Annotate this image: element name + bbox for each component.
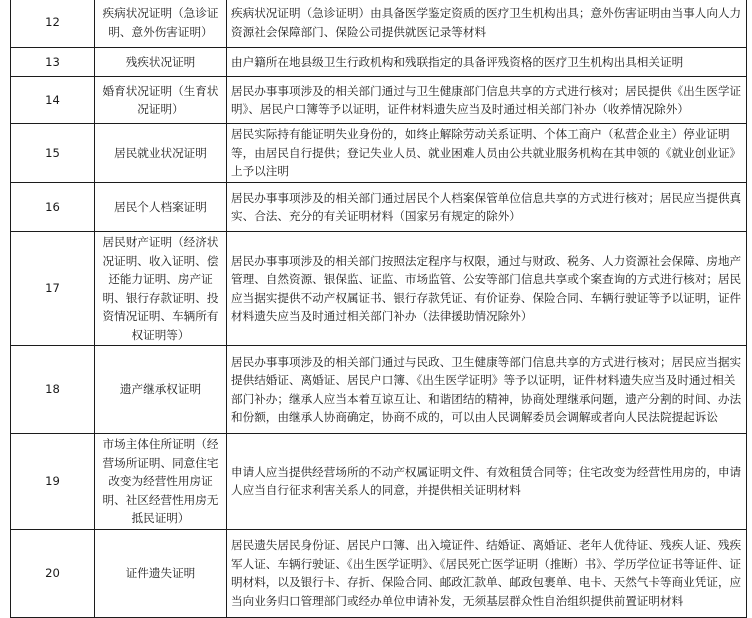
certificate-table <box>10 0 747 618</box>
row-number: 16 <box>11 183 95 232</box>
handling-method: 由户籍所在地县级卫生行政机构和残联指定的具备评残资格的医疗卫生机构出具相关证明 <box>227 48 747 77</box>
certificate-name: 残疾状况证明 <box>95 48 227 77</box>
handling-method: 疾病状况证明（急诊证明）由具备医学鉴定资质的医疗卫生机构出具；意外伤害证明由当事人向人力资源社会保障部门、保险公司提供就医记录等材料 <box>227 0 747 48</box>
certificate-name: 居民就业状况证明 <box>95 124 227 183</box>
certificate-name: 证件遗失证明 <box>95 529 227 617</box>
row-number: 15 <box>11 124 95 183</box>
handling-method: 居民遗失居民身份证、居民户口簿、出入境证件、结婚证、离婚证、老年人优待证、残疾人证、残疾军人证、车辆行驶证、《出生医学证明》、《居民死亡医学证明（推断）书》、学历学位证书等证件、证明材料，以及银行卡、存折、保险合同、邮政汇款单、邮政包裹单、电卡、天然气卡等商业凭证，应当向业务归口管理部门或经办单位申请补发，无须基层群众性自治组织提供前置证明材料 <box>227 529 747 617</box>
table-row <box>11 232 747 346</box>
table-row <box>11 0 747 48</box>
row-number: 12 <box>11 0 95 48</box>
row-number: 19 <box>11 434 95 530</box>
handling-method: 申请人应当提供经营场所的不动产权属证明文件、有效租赁合同等；住宅改变为经营性用房的，申请人应当自行征求利害关系人的同意，并提供相关证明材料 <box>227 434 747 530</box>
row-number: 14 <box>11 77 95 124</box>
certificate-name: 婚育状况证明（生育状况证明） <box>95 77 227 124</box>
handling-method: 居民办事事项涉及的相关部门通过居民个人档案保管单位信息共享的方式进行核对；居民应当提供真实、合法、充分的有关证明材料（国家另有规定的除外） <box>227 183 747 232</box>
certificate-name: 居民个人档案证明 <box>95 183 227 232</box>
row-number: 13 <box>11 48 95 77</box>
certificate-name: 居民财产证明（经济状况证明、收入证明、偿还能力证明、房产证明、银行存款证明、投资情况证明、车辆所有权证明等） <box>95 232 227 346</box>
table-row <box>11 346 747 434</box>
certificate-name: 遗产继承权证明 <box>95 346 227 434</box>
certificate-name: 市场主体住所证明（经营场所证明、同意住宅改变为经营性用房证明、社区经营性用房无抵民证明） <box>95 434 227 530</box>
table-row <box>11 124 747 183</box>
table-row <box>11 48 747 77</box>
row-number: 17 <box>11 232 95 346</box>
table-row <box>11 434 747 530</box>
handling-method: 居民办事事项涉及的相关部门通过与民政、卫生健康等部门信息共享的方式进行核对；居民应当据实提供结婚证、离婚证、居民户口簿、《出生医学证明》等予以证明，证件材料遗失应当及时通过相关部门补办；继承人应当本着互谅互让、和谐团结的精神，协商处理继承问题，遗产分割的时间、办法和份额，由继承人协商确定，协商不成的，可以由人民调解委员会调解或者向人民法院提起诉讼 <box>227 346 747 434</box>
row-number: 20 <box>11 529 95 617</box>
handling-method: 居民实际持有能证明失业身份的，如终止解除劳动关系证明、个体工商户（私营企业主）停业证明等，由居民自行提供；登记失业人员、就业困难人员由公共就业服务机构在其申领的《就业创业证》上予以注明 <box>227 124 747 183</box>
handling-method: 居民办事事项涉及的相关部门按照法定程序与权限，通过与财政、税务、人力资源社会保障、房地产管理、自然资源、银保监、证监、市场监管、公安等部门信息共享或个案查询的方式进行核对；居民应当据实提供不动产权属证书、银行存款凭证、有价证券、保险合同、车辆行驶证等予以证明，证件材料遗失应当及时通过相关部门补办（法律援助情况除外） <box>227 232 747 346</box>
table-row <box>11 183 747 232</box>
table-row <box>11 529 747 617</box>
table-row <box>11 77 747 124</box>
certificate-name: 疾病状况证明（急诊证明、意外伤害证明） <box>95 0 227 48</box>
row-number: 18 <box>11 346 95 434</box>
handling-method: 居民办事事项涉及的相关部门通过与卫生健康部门信息共享的方式进行核对；居民提供《出生医学证明》、居民户口簿等予以证明，证件材料遗失应当及时通过相关部门补办（收养情况除外） <box>227 77 747 124</box>
